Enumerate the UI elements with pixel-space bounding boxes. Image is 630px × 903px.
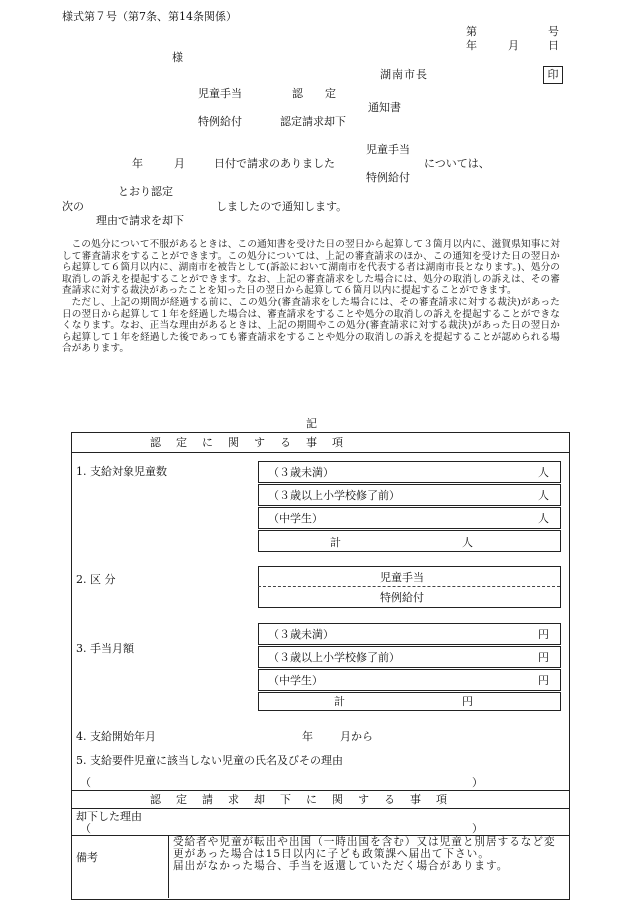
- form-number: 様式第７号（第7条、第14条関係）: [62, 10, 237, 23]
- body-date-text: 日付で請求のありました: [214, 157, 335, 170]
- body-date-end: については、: [424, 157, 490, 170]
- title-jido-teate: 児童手当: [198, 87, 242, 100]
- item3-row-junior-label: （中学生）: [268, 674, 323, 687]
- title-tokurei: 特例給付: [198, 115, 242, 128]
- item3-row-primary-label: （３歳以上小学校修了前）: [268, 651, 400, 664]
- item3-label: 3. 手当月額: [76, 642, 134, 655]
- seal-stamp: 印: [543, 66, 563, 84]
- body-notify: しましたので通知します。: [216, 200, 348, 213]
- item3-total: [258, 692, 561, 711]
- item3-row-under3-unit: 円: [538, 628, 549, 641]
- item1-row-primary-unit: 人: [538, 489, 549, 502]
- item5-paren-close: ）: [472, 776, 483, 789]
- item2-option-jido: 児童手当: [380, 571, 424, 584]
- number-go: 号: [548, 25, 559, 38]
- remarks-text-2: 届出がなかった場合、手当を返還していただく場合があります。: [173, 859, 509, 872]
- item2-label: 2. 区 分: [76, 573, 116, 586]
- title-tsuchisho: 通知書: [368, 101, 401, 114]
- item3-row-under3-label: （３歳未満）: [268, 628, 334, 641]
- section2-divider: [71, 808, 569, 809]
- appeal-notice-p2: ただし、上記の期間が経過する前に、この処分(審査請求をした場合には、その審査請求に対する裁決)があった日の翌日から起算して１年を経過した場合は、審査請求をすることや処分の取消しの訴えを提起することができなくなります。なお、正当な理由があるときは、上記の期間やこの処分(審査請求に対する裁決)があった日の翌日から起算して１年を経過した後であっても審査請求をすることや処分の取消しの訴えを提起することが認められる場合があります。: [62, 296, 560, 355]
- item3-row-junior-unit: 円: [538, 674, 549, 687]
- body-option-tokurei: 特例給付: [366, 171, 410, 184]
- item3-row-primary-unit: 円: [538, 651, 549, 664]
- item1-total-label: 計: [330, 536, 341, 549]
- item4-year: 年: [302, 730, 313, 743]
- remarks-label: 備考: [76, 851, 98, 864]
- item3-total-unit: 円: [462, 695, 473, 708]
- item4-month-from: 月から: [340, 730, 373, 743]
- addressee-suffix: 様: [172, 51, 183, 64]
- body-date-month: 月: [174, 157, 185, 170]
- item1-total-unit: 人: [462, 536, 473, 549]
- body-option-approve: とおり認定: [118, 185, 173, 198]
- appeal-notice: [62, 239, 560, 355]
- item2-divider: [258, 586, 560, 587]
- section1-header: 認 定 に 関 す る 事 項: [150, 436, 345, 449]
- body-option-jido: 児童手当: [366, 143, 410, 156]
- date-year: 年: [466, 39, 477, 52]
- section2-top-divider: [71, 790, 569, 791]
- date-day: 日: [548, 39, 559, 52]
- body-date-year: 年: [132, 157, 143, 170]
- item1-row-junior-label: （中学生）: [268, 512, 323, 525]
- item3-total-label: 計: [334, 695, 345, 708]
- reject-reason-label: 却下した理由: [76, 810, 142, 823]
- item1-row-under3-unit: 人: [538, 466, 549, 479]
- reject-paren-close: ）: [472, 822, 483, 835]
- item1-row-junior-unit: 人: [538, 512, 549, 525]
- item1-row-under3-label: （３歳未満）: [268, 466, 334, 479]
- body-tsugi: 次の: [62, 200, 84, 213]
- title-kyakka: 認定請求却下: [280, 115, 346, 128]
- ki-heading: 記: [306, 417, 317, 430]
- item1-total: [258, 530, 561, 552]
- date-month: 月: [508, 39, 519, 52]
- title-nintei: 認 定: [292, 87, 336, 100]
- reject-paren-open: （: [80, 822, 91, 835]
- section1-divider: [71, 452, 569, 453]
- item2-option-tokurei: 特例給付: [380, 591, 424, 604]
- remarks-column-divider: [168, 835, 169, 898]
- body-option-reject: 理由で請求を却下: [96, 214, 184, 227]
- remarks-text: [173, 837, 563, 872]
- item1-row-primary-label: （３歳以上小学校修了前）: [268, 489, 400, 502]
- issuer-name: 湖南市長: [380, 68, 428, 81]
- item5-paren-open: （: [80, 776, 91, 789]
- number-dai: 第: [466, 25, 477, 38]
- item1-label: 1. 支給対象児童数: [76, 465, 167, 478]
- appeal-notice-p1: この処分について不服があるときは、この通知書を受けた日の翌日から起算して３箇月以内に、滋賀県知事に対して審査請求をすることができます。この処分については、上記の審査請求のほか、この通知を受けた日の翌日から起算して６箇月以内に、湖南市を被告として(訴訟において湖南市を代表する者は湖南市長となります。)、処分の取消しの訴えを提起することができます。なお、上記の審査請求をした場合には、処分の取消しの訴えは、その審査請求に対する裁決があったことを知った日の翌日から起算して６箇月以内に提起することができます。: [62, 239, 560, 297]
- item4-label: 4. 支給開始年月: [76, 730, 156, 743]
- section2-header: 認 定 請 求 却 下 に 関 す る 事 項: [150, 793, 449, 806]
- remarks-text-1: 受給者や児童が転出や出国（一時出国を含む）又は児童と別居するなど変更があった場合は15日以内に子ども政策課へ届出て下さい。: [173, 836, 556, 860]
- item5-label: 5. 支給要件児童に該当しない児童の氏名及びその理由: [76, 754, 343, 767]
